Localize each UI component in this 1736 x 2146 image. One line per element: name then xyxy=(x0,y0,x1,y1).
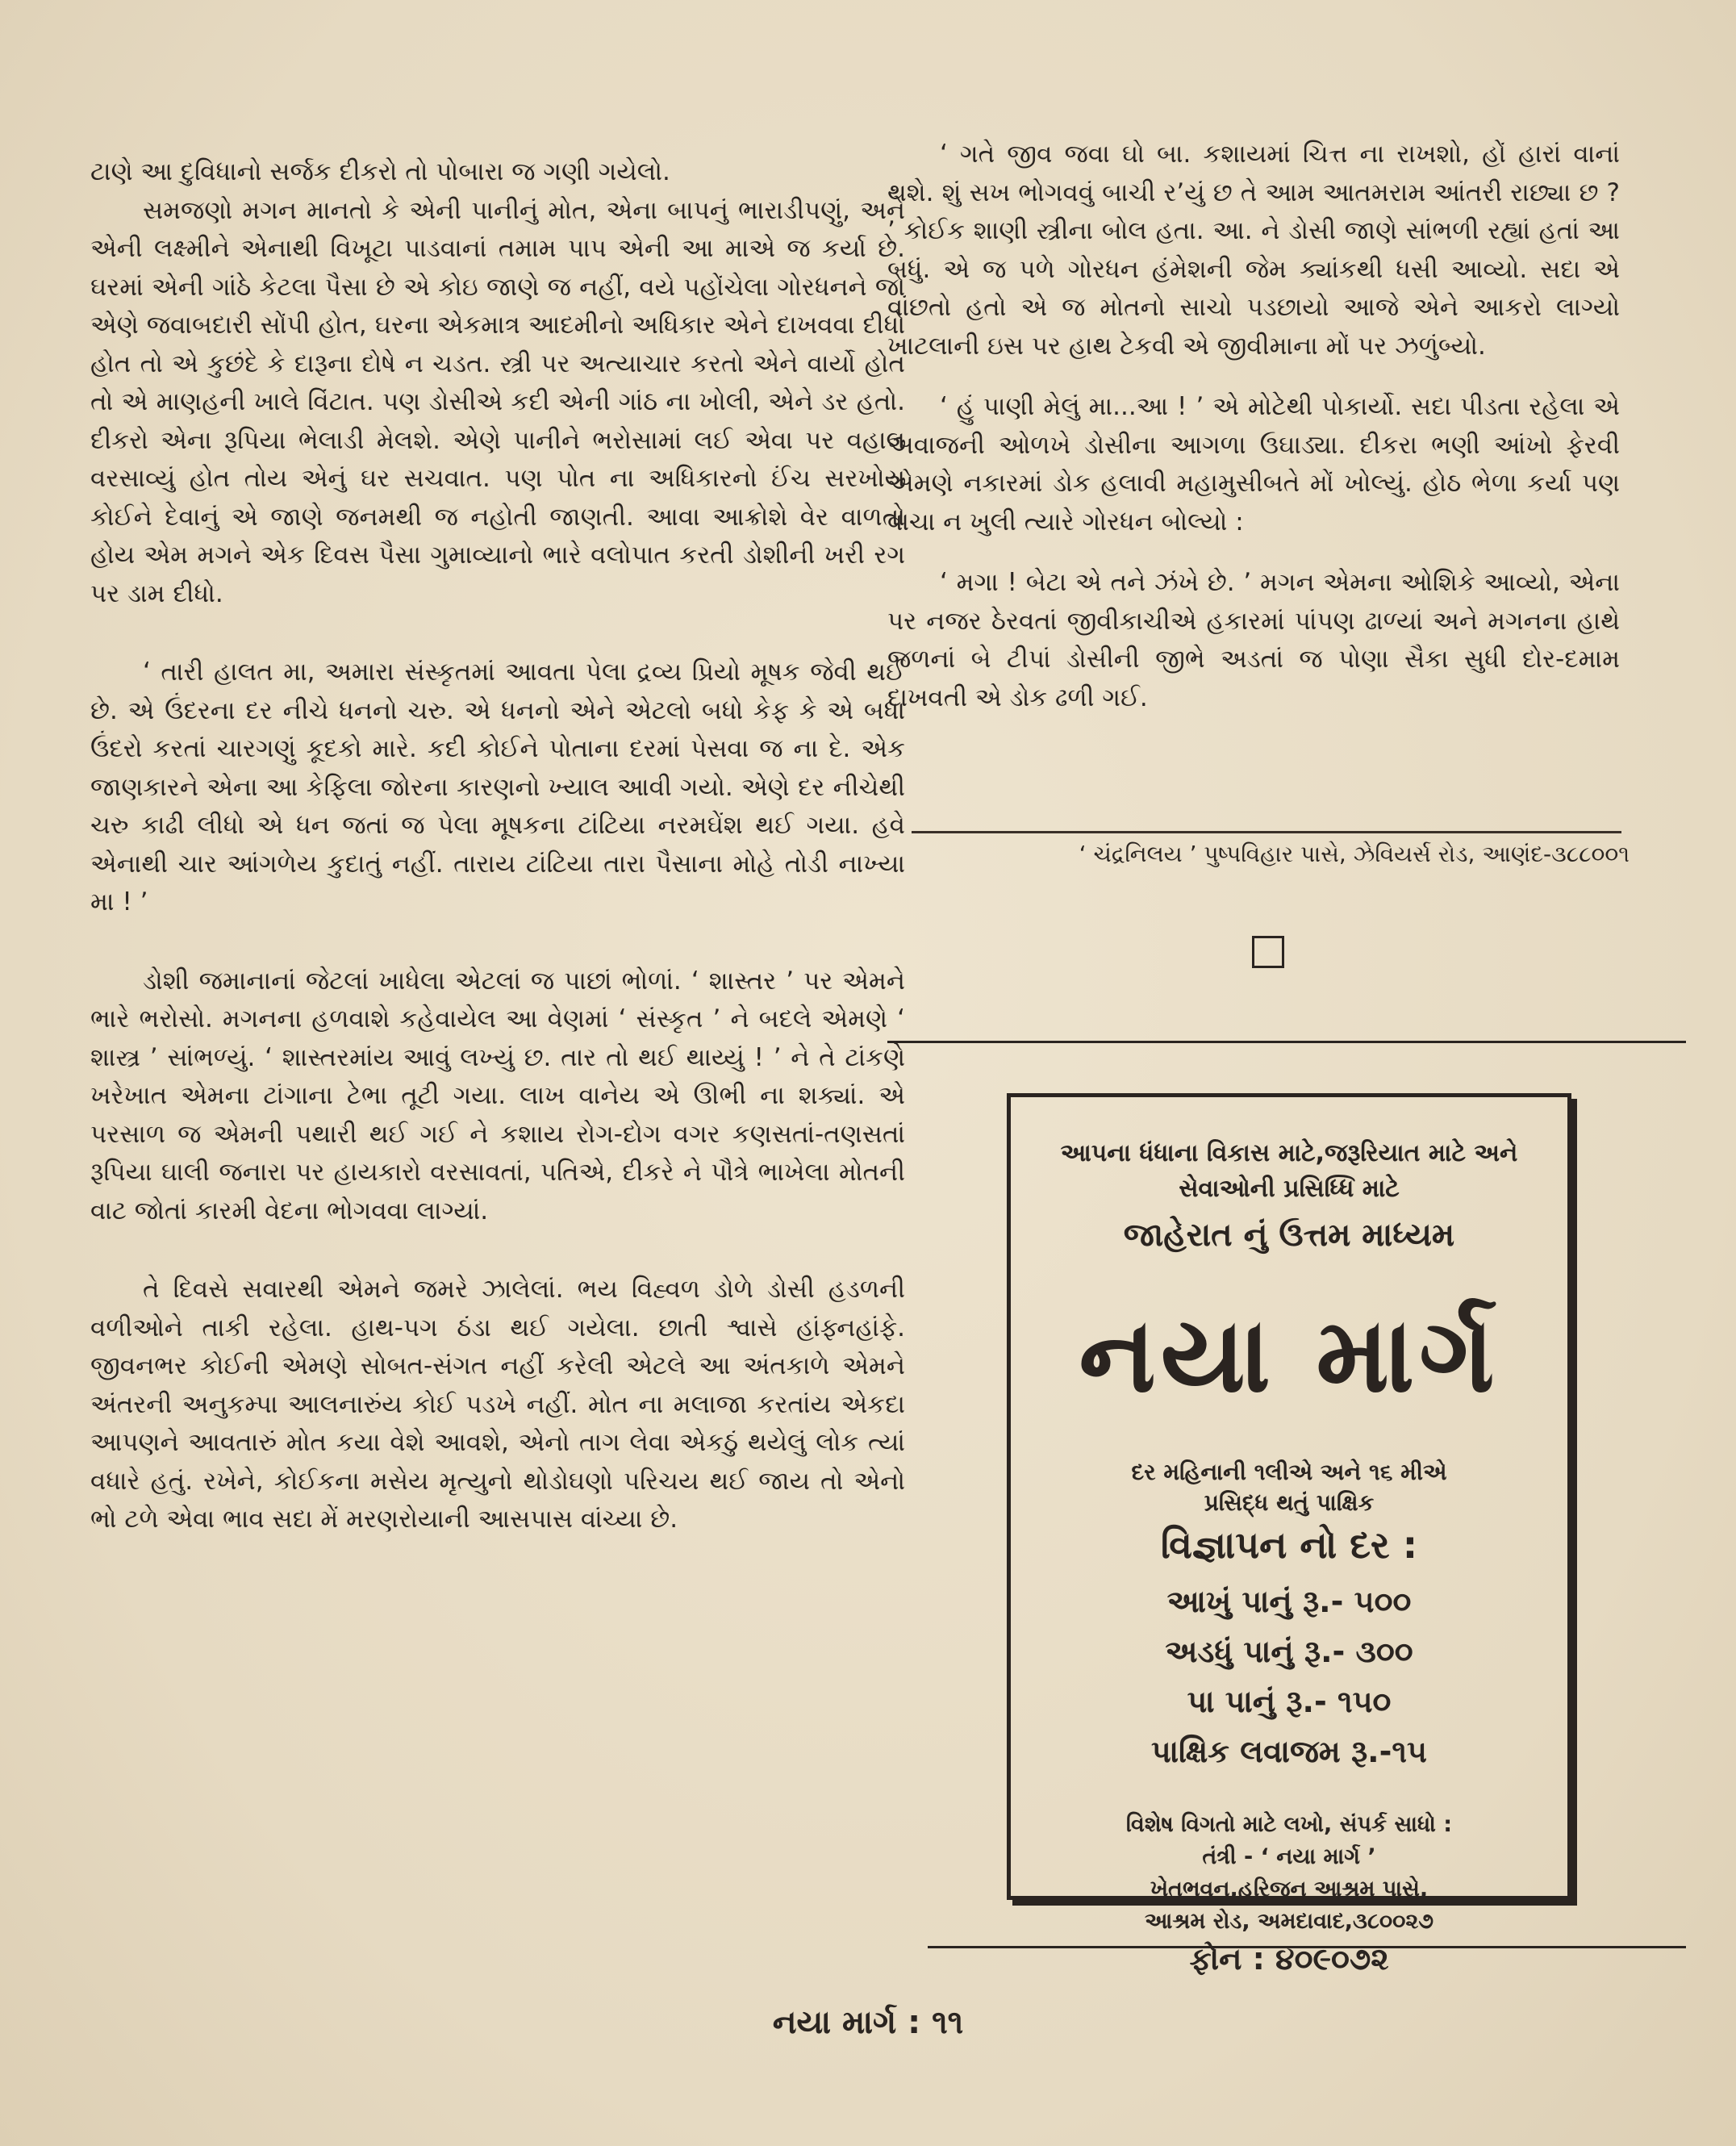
rate-quarter-page: પા પાનું રૂ.- ૧૫૦ xyxy=(1187,1684,1392,1719)
ad-brand-name: નયા માર્ગ xyxy=(1079,1296,1500,1416)
rate-subscription: પાક્ષિક લવાજમ રૂ.-૧૫ xyxy=(1151,1734,1427,1769)
rate-half-page: અડધું પાનું રૂ.- ૩૦૦ xyxy=(1165,1634,1413,1669)
signature-divider xyxy=(912,831,1621,833)
paragraph-gap xyxy=(90,613,905,653)
ad-phone: ફોન : ૪૦૯૦૭૨ xyxy=(1189,1941,1389,1977)
ad-rate-title: વિજ્ઞાપન નો દર : xyxy=(1160,1523,1418,1567)
ad-contact: વિશેષ વિગતો માટે લખો, સંપર્ક સાધો : તંત્રી - ‘ નયા માર્ગ ’ ખેતભવન,હરિજન આશ્રમ પાસે, આશ્રમ રોડ, અમદાવાદ,૩૮૦૦૨૭ xyxy=(1125,1812,1453,1934)
end-of-story-box-icon xyxy=(1252,936,1284,968)
right-text-column xyxy=(887,136,1620,717)
ad-headline: જાહેરાત નું ઉત્તમ માધ્યમ xyxy=(1123,1217,1455,1254)
paragraph-5: તે દિવસે સવારથી એમને જમરે ઝાલેલાં. ભય વિહ્વળ ડોળે ડોસી હડળની વળીઓને તાકી રહેલા. હાથ-પગ ઠંડા થઈ ગયેલા. છાતી શ્વાસે હાંફ્નહાંફે. જીવનભર કોઈની એમણે સોબત-સંગત નહીં કરેલી એટલે આ અંતકાળે એમને અંતરની અનુકમ્પા આલનારુંય કોઈ પડખે નહીં. મોત ના મલાજા કરતાંય એકદા આપણને આવતારું મોત કયા વેશે આવશે, એનો તાગ લેવા એકઠું થયેલું લોક ત્યાં વધારે હતું. રખેને, કોઈકના મસેય મૃત્યુનો થોડોઘણો પરિચય થઈ જાય તો એનો ભો ટળે એવા ભાવ સદા મેં મરણરોયાની આસપાસ વાંચ્યા છે. xyxy=(90,1275,905,1534)
paragraph-gap xyxy=(90,922,905,962)
paragraph-gap xyxy=(887,365,1620,388)
paragraph-gap xyxy=(90,1230,905,1271)
author-address: ‘ ચંદ્રનિલય ’ પુષ્પવિહાર પાસે, ઝેવિયર્સ રોડ, આણંદ-૩૮૮૦૦૧ xyxy=(1079,841,1630,867)
ad-frequency: દર મહિનાની ૧લીએ અને ૧૬ મીએ પ્રસિદ્ધ થતું પાક્ષિક xyxy=(1131,1459,1447,1516)
ad-rate-list xyxy=(1011,1576,1567,1777)
paragraph-2: સમજણો મગન માનતો કે એની પાનીનું મોત, એના બાપનું ભારાડીપણું, અને એની લક્ષ્મીને એનાથી વિખૂટા પાડવાનાં તમામ પાપ એની આ માએ જ કર્યા છે. ઘરમાં એની ગાંઠે કેટલા પૈસા છે એ કોઇ જાણે જ નહીં, વયે પહોંચેલા ગોરધનને જો એણે જવાબદારી સોંપી હોત, ઘરના એકમાત્ર આદમીનો અધિકાર એને દાખવવા દીધો હોત તો એ કુછંદે કે દારૂના દોષે ન ચડત. સ્ત્રી પર અત્યાચાર કરતો એને વાર્યો હોત તો એ માણહની ખાલે વિંટાત. પણ ડોસીએ કદી એની ગાંઠ ના ખોલી, એને ડર હતો. દીકરો એના રૂપિયા ભેલાડી મેલશે. એણે પાનીને ભરોસામાં લઈ એવા પર વહાલ વરસાવ્યું હોત તોય એનું ઘર સચવાત. પણ પોત ના અધિકારનો ઈંચ સરખોય કોઈને દેવાનું એ જાણે જનમથી જ નહોતી જાણતી. આવા આક્રોશે વેર વાળતો હોય એમ મગને એક દિવસ પૈસા ગુમાવ્યાનો ભારે વલોપાત કરતી ડોશીની ખરી રગ પર ડામ દીધો. xyxy=(90,195,905,608)
paragraph-gap xyxy=(887,541,1620,564)
ad-intro: આપના ધંધાના વિકાસ માટે,જરૂરિયાત માટે અને સેવાઓની પ્રસિધ્ધિ માટે xyxy=(1060,1139,1518,1203)
paragraph-6: ‘ ગતે જીવ જવા ઘો બા. કશાયમાં ચિત્ત ના રાખશો, હોં હારાં વાનાં થશે. શું સખ ભોગવવું બાચી ર’યું છ તે આમ આતમરામ આંતરી રાછ્યા છ ? ’ કોઈક શાણી સ્ત્રીના બોલ હતા. આ. ને ડોસી જાણે સાંભળી રહ્યાં હતાં આ બધું. એ જ પળે ગોરધન હંમેશની જેમ ક્યાંકથી ધસી આવ્યો. સદા એ વાંછતો હતો એ જ મોતનો સાચો પડછાયો આજે એને આકરો લાગ્યો ખાટલાની ઇસ પર હાથ ટેકવી એ જીવીમાના મોં પર ઝળુંબ્યો. xyxy=(887,140,1620,361)
paragraph-4: ડોશી જમાનાનાં જેટલાં ખાધેલા એટલાં જ પાછાં ભોળાં. ‘ શાસ્તર ’ પર એમને ભારે ભરોસો. મગનના હળવાશે કહેવાયેલ આ વેણમાં ‘ સંસ્કૃત ’ ને બદલે એમણે ‘ શાસ્ત્ર ’ સાંભળ્યું. ‘ શાસ્તરમાંય આવું લખ્યું છ. તાર તો થઈ થાય્યું ! ’ ને તે ટાંકણે ખરેખાત એમના ટાંગાના ટેભા તૂટી ગયા. લાખ વાનેય એ ઊભી ના શક્યાં. એ પરસાળ જ એમની પથારી થઈ ગઈ ને કશાય રોગ-દોગ વગર કણસતાં-તણસતાં રૂપિયા ઘાલી જનારા પર હાયકારો વરસાવતાં, પતિએ, દીકરે ને પૌત્રે ભાખેલા મોતની વાટ જોતાં કારમી વેદના ભોગવવા લાગ્યાં. xyxy=(90,966,905,1225)
paragraph-3: ‘ તારી હાલત મા, અમારા સંસ્કૃતમાં આવતા પેલા દ્રવ્ય પ્રિયો મૂષક જેવી થઈ છે. એ ઉંદરના દર નીચે ધનનો ચરુ. એ ધનનો એને એટલો બધો કેફ કે એ બધા ઉંદરો કરતાં ચારગણું કૂદકો મારે. કદી કોઈને પોતાના દરમાં પેસવા જ ના દે. એક જાણકારને એના આ કેફિલા જોરના કારણનો ખ્યાલ આવી ગયો. એણે દર નીચેથી ચરુ કાઢી લીધો એ ધન જતાં જ પેલા મૂષકના ટાંટિયા નરમઘેંશ થઈ ગયા. હવે એનાથી ચાર આંગળેય કુદાતું નહીં. તારાય ટાંટિયા તારા પૈસાના મોહે તોડી નાખ્યા મા ! ’ xyxy=(90,658,905,916)
paragraph-7: ‘ હું પાણી મેલું મા...આ ! ’ એ મોટેથી પોકાર્યો. સદા પીડતા રહેલા એ અવાજની ઓળખે ડોસીના આગળા ઉઘાડ્યા. દીકરા ભણી આંખો ફેરવી એમણે નકારમાં ડોક હલાવી મહામુસીબતે મોં ખોલ્યું. હોઠ ભેળા કર્યા પણ વાચા ન ખુલી ત્યારે ગોરધન બોલ્યો : xyxy=(887,392,1620,536)
left-text-column xyxy=(90,153,905,1539)
ad-bottom-divider xyxy=(928,1946,1686,1948)
advertisement-box xyxy=(1007,1093,1571,1977)
ad-top-divider xyxy=(887,1041,1686,1043)
page-footer: નયા માર્ગ : ૧૧ xyxy=(772,2004,964,2041)
rate-full-page: આખું પાનું રૂ.- ૫૦૦ xyxy=(1166,1584,1412,1619)
paragraph-8: ‘ મગા ! બેટા એ તને ઝંખે છે. ’ મગન એમના ઓશિકે આવ્યો, એના પર નજર ઠેરવતાં જીવીકાચીએ હકારમાં પાંપણ ઢાળ્યાં અને મગનના હાથે જળનાં બે ટીપાં ડોસીની જીભે અડતાં જ પોણા સૈકા સુધી દોર-દમામ દાખવતી એ ડોક ઢળી ગઈ. xyxy=(887,568,1620,712)
paragraph-1: ટાણે આ દુવિધાનો સર્જક દીકરો તો પોબારા જ ગણી ગયેલો. xyxy=(90,157,670,186)
